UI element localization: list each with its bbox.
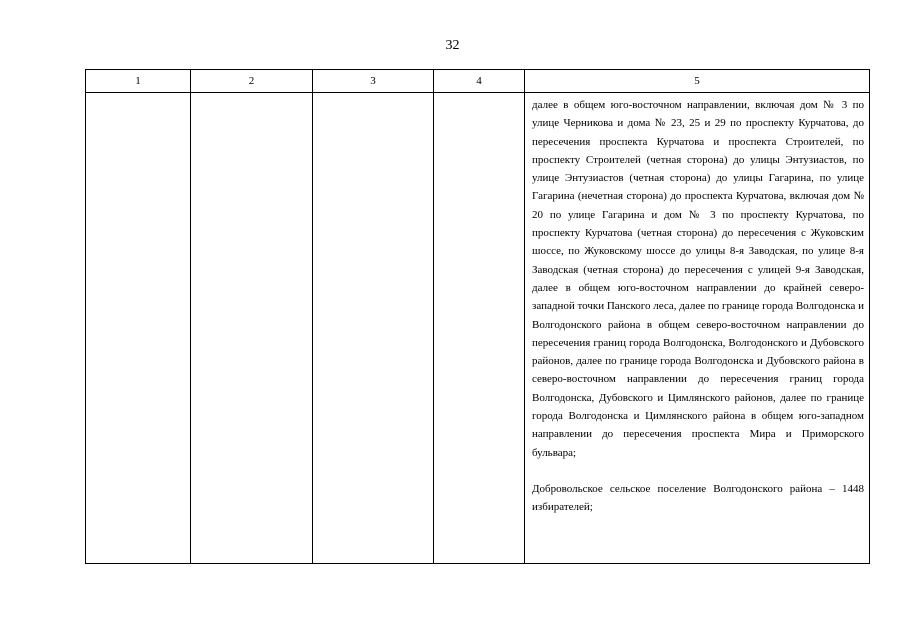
column-header-5: 5 <box>525 70 870 93</box>
table-cell-col3 <box>313 93 434 564</box>
table-cell-col1 <box>86 93 191 564</box>
settlement-voters-paragraph: Добровольское сельское поселение Волгодонского района – 1448 избирателей; <box>532 482 864 514</box>
table-header-row <box>86 70 870 93</box>
column-header-4: 4 <box>434 70 525 93</box>
page-number: 32 <box>445 38 460 53</box>
district-boundaries-table <box>85 69 870 564</box>
table-row <box>86 93 870 564</box>
table-cell-col2 <box>191 93 313 564</box>
boundary-description-paragraph: далее в общем юго-восточном направлении, включая дом № 3 по улице Черникова и дома № 23, 25 и 29 по проспекту Курчатова, до пересечения проспекта Курчатова и проспекта Строителей, по проспекту Строителей (четная сторона) до улицы Энтузиастов, по улице Энтузиастов (четная сторона) до улицы Гагарина, по улице Гагарина (нечетная сторона) до проспекта Курчатова, включая дом № 20 по улице Гагарина и дом № 3 по проспекту Курчатова, по проспекту Курчатова (четная сторона) до пересечения с Жуковским шоссе, по Жуковскому шоссе до улицы 8-я Заводская, по улице 8-я Заводская (четная сторона) до пересечения с улицей 9-я Заводская, далее в общем юго-восточном направлении до крайней северо-западной точки Панского леса, далее по границе города Волгодонска и Волгодонского района в общем северо-восточном направлении до пересечения границ города Волгодонска, Волгодонского и Дубовского районов, далее по границе города Волгодонска и Дубовского района в северо-восточном направлении до пересечения границ города Волгодонска, Дубовского и Цимлянского районов, далее по границе города Волгодонска и Цимлянского района в общем юго-западном направлении до пересечения проспекта Мира и Приморского бульвара; <box>532 99 864 459</box>
column-header-1: 1 <box>86 70 191 93</box>
column-header-3: 3 <box>313 70 434 93</box>
table-cell-col4 <box>434 93 525 564</box>
column-header-2: 2 <box>191 70 313 93</box>
table-cell-col5 <box>525 93 870 564</box>
